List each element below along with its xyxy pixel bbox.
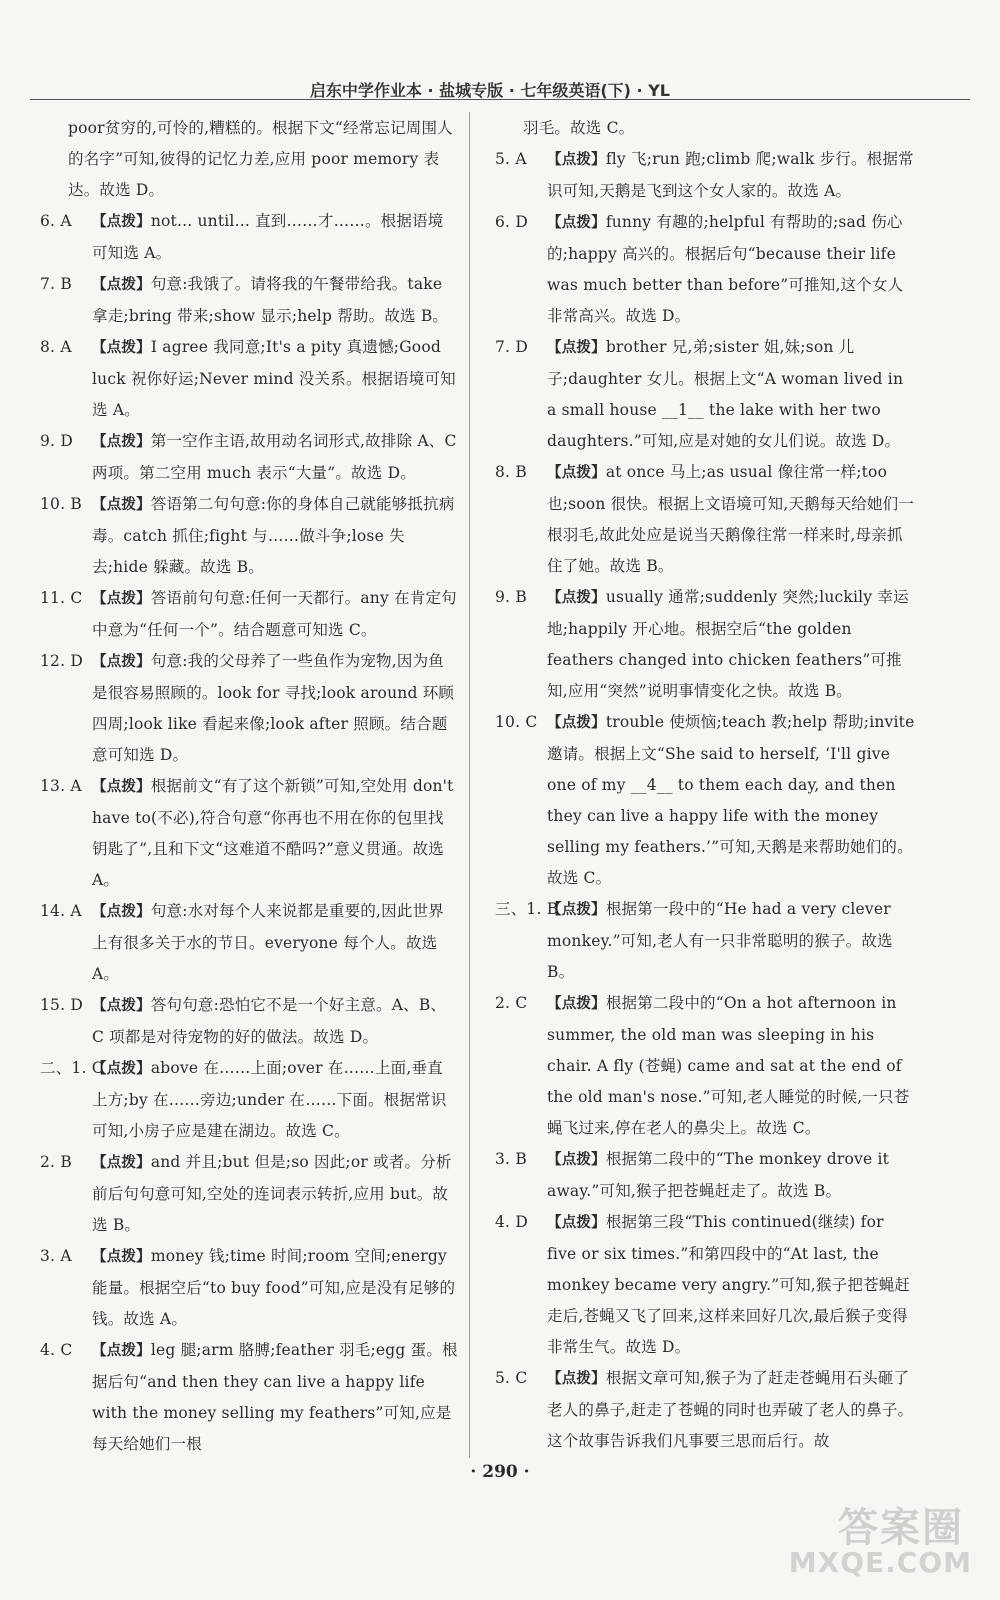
- answer-item: [40, 269, 458, 332]
- answer-number: 3. B: [495, 1150, 527, 1168]
- answer-number: 6. A: [40, 212, 72, 230]
- hint-tag: 【点拨】: [547, 465, 606, 481]
- answer-number: 10. C: [495, 713, 538, 731]
- column-divider: [469, 112, 470, 1458]
- hint-tag: 【点拨】: [92, 340, 151, 356]
- answer-explanation: fly 飞;run 跑;climb 爬;walk 步行。根据常识可知,天鹅是飞到这个女人家的。故选 A。: [547, 150, 914, 200]
- answer-item: [40, 426, 458, 489]
- answer-number: 8. B: [495, 463, 527, 481]
- answer-item: [40, 1147, 458, 1241]
- hint-tag: 【点拨】: [547, 715, 606, 731]
- answer-explanation: money 钱;time 时间;room 空间;energy 能量。根据空后“to buy food”可知,应是没有足够的钱。故选 A。: [92, 1247, 456, 1328]
- answer-number: 4. D: [495, 1213, 528, 1231]
- answer-number: 13. A: [40, 777, 82, 795]
- answer-explanation: 羽毛。故选 C。: [523, 119, 635, 137]
- hint-tag: 【点拨】: [92, 591, 151, 607]
- hint-tag: 【点拨】: [92, 1343, 151, 1359]
- answer-item: [40, 332, 458, 426]
- hint-tag: 【点拨】: [92, 1061, 151, 1077]
- answer-number: 9. B: [495, 588, 527, 606]
- answer-item: [495, 1144, 915, 1207]
- answer-item: [40, 646, 458, 771]
- answer-item: [495, 457, 915, 582]
- answer-item: [495, 988, 915, 1144]
- hint-tag: 【点拨】: [547, 215, 606, 231]
- answer-explanation: not... until... 直到……才……。根据语境可知选 A。: [92, 212, 444, 262]
- answer-explanation: 句意:我饿了。请将我的午餐带给我。take 拿走;bring 带来;show 显示;help 帮助。故选 B。: [92, 275, 449, 325]
- answer-item: [495, 207, 915, 332]
- answer-explanation: 第一空作主语,故用动名词形式,故排除 A、C 两项。第二空用 much 表示“大量”。故选 D。: [92, 432, 457, 482]
- answer-explanation: 答句句意:恐怕它不是一个好主意。A、B、C 项都是对待宠物的好的做法。故选 D。: [92, 996, 447, 1046]
- answer-number: 6. D: [495, 213, 528, 231]
- answer-item: [40, 1241, 458, 1335]
- answer-number: 5. C: [495, 1369, 528, 1387]
- hint-tag: 【点拨】: [92, 1155, 151, 1171]
- answer-item: [495, 894, 915, 988]
- hint-tag: 【点拨】: [547, 340, 606, 356]
- answer-explanation: 根据第二段中的“On a hot afternoon in summer, the old man was sleeping in his chair. A fly (苍蝇) came and sat at the end of the old man's nose.”可知,老人睡觉的时候,一只苍蝇飞过来,停在老人的鼻尖上。故选 C。: [547, 994, 910, 1137]
- answer-explanation: funny 有趣的;helpful 有帮助的;sad 伤心的;happy 高兴的。根据后句“because their life was much better than before”可推知,这个女人非常高兴。故选 D。: [547, 213, 904, 325]
- hint-tag: 【点拨】: [547, 590, 606, 606]
- answer-number: 10. B: [40, 495, 82, 513]
- answer-item: [40, 583, 458, 646]
- answer-explanation: and 并且;but 但是;so 因此;or 或者。分析前后句句意可知,空处的连词表示转折,应用 but。故选 B。: [92, 1153, 452, 1234]
- hint-tag: 【点拨】: [92, 779, 151, 795]
- hint-tag: 【点拨】: [92, 277, 151, 293]
- hint-tag: 【点拨】: [92, 1249, 151, 1265]
- right-column: [495, 113, 915, 1457]
- answer-item: [495, 1207, 915, 1363]
- answer-item: [40, 206, 458, 269]
- answer-item: [40, 489, 458, 583]
- hint-tag: 【点拨】: [92, 497, 151, 513]
- answer-explanation: brother 兄,弟;sister 姐,妹;son 儿子;daughter 女儿。根据上文“A woman lived in a small house __1__ the lake with her two daughters.”可知,应是对她的女儿们说。故选 D。: [547, 338, 904, 450]
- answer-explanation: 句意:我的父母养了一些鱼作为宠物,因为鱼是很容易照顾的。look for 寻找;look around 环顾四周;look like 看起来像;look after 照顾。结合题意可知选 D。: [92, 652, 455, 764]
- answer-number: 12. D: [40, 652, 84, 670]
- hint-tag: 【点拨】: [92, 434, 151, 450]
- answer-number: 二、1. C: [40, 1059, 104, 1077]
- hint-tag: 【点拨】: [547, 902, 606, 918]
- answer-number: 2. C: [495, 994, 528, 1012]
- watermark: [772, 1496, 972, 1586]
- answer-number: 2. B: [40, 1153, 72, 1171]
- hint-tag: 【点拨】: [92, 214, 151, 230]
- answer-explanation: trouble 使烦恼;teach 教;help 帮助;invite 邀请。根据上文“She said to herself, ‘I'll give one of my __4__ to them each day, and then they can live a happy life with the money selling my feathers.’”可知,天鹅是来帮助她们的。故选 C。: [547, 713, 915, 887]
- answer-number: 3. A: [40, 1247, 72, 1265]
- answer-explanation: 句意:水对每个人来说都是重要的,因此世界上有很多关于水的节日。everyone 每个人。故选 A。: [92, 902, 444, 983]
- answer-explanation: at once 马上;as usual 像往常一样;too 也;soon 很快。根据上文语境可知,天鹅每天给她们一根羽毛,故此处应是说当天鹅像往常一样来时,母亲抓住了她。故选 B。: [547, 463, 915, 575]
- answer-item: [40, 1053, 458, 1147]
- answer-explanation: I agree 我同意;It's a pity 真遗憾;Good luck 祝你好运;Never mind 没关系。根据语境可知选 A。: [92, 338, 456, 419]
- answer-explanation: poor贫穷的,可怜的,糟糕的。根据下文“经常忘记周围人的名字”可知,彼得的记忆力差,应用 poor memory 表达。故选 D。: [68, 119, 453, 199]
- answer-item: [495, 707, 915, 894]
- answer-number: 15. D: [40, 996, 84, 1014]
- left-column: [40, 113, 458, 1460]
- answer-number: 8. A: [40, 338, 72, 356]
- answer-explanation: 答语第二句句意:你的身体自己就能够抵抗病毒。catch 抓住;fight 与……做斗争;lose 失去;hide 躲藏。故选 B。: [92, 495, 455, 576]
- answer-explanation: 根据前文“有了这个新锁”可知,空处用 don't have to(不必),符合句意“你再也不用在你的包里找钥匙了”,且和下文“这难道不酷吗?”意义贯通。故选 A。: [92, 777, 454, 889]
- answer-number: 14. A: [40, 902, 82, 920]
- answer-item: [40, 896, 458, 990]
- running-header: [30, 78, 970, 100]
- answer-item: [40, 771, 458, 896]
- hint-tag: 【点拨】: [547, 996, 606, 1012]
- answer-number: 11. C: [40, 589, 83, 607]
- answer-explanation: leg 腿;arm 胳膊;feather 羽毛;egg 蛋。根据后句“and then they can live a happy life with the money selling my feathers”可知,应是每天给她们一根: [92, 1341, 458, 1453]
- answer-item: [495, 332, 915, 457]
- hint-tag: 【点拨】: [92, 998, 151, 1014]
- hint-tag: 【点拨】: [547, 152, 606, 168]
- hint-tag: 【点拨】: [547, 1371, 606, 1387]
- answer-number: 7. D: [495, 338, 528, 356]
- answer-explanation: 答语前句句意:任何一天都行。any 在肯定句中意为“任何一个”。结合题意可知选 C。: [92, 589, 457, 639]
- answer-number: 5. A: [495, 150, 527, 168]
- answer-number: 三、1. B: [495, 900, 559, 918]
- answer-explanation: 根据第二段中的“The monkey drove it away.”可知,猴子把苍蝇赶走了。故选 B。: [547, 1150, 890, 1200]
- answer-explanation: usually 通常;suddenly 突然;luckily 幸运地;happily 开心地。根据空后“the golden feathers changed into chicken feathers”可推知,应用“突然”说明事情变化之快。故选 B。: [547, 588, 909, 700]
- watermark-url: MXQE.COM: [788, 1546, 972, 1579]
- page-number: · 290 ·: [470, 1462, 530, 1482]
- answer-explanation: 根据文章可知,猴子为了赶走苍蝇用石头砸了老人的鼻子,赶走了苍蝇的同时也弄破了老人的鼻子。这个故事告诉我们凡事要三思而后行。故: [547, 1369, 914, 1450]
- answer-item: [40, 1335, 458, 1460]
- answer-item: [495, 144, 915, 207]
- hint-tag: 【点拨】: [92, 904, 151, 920]
- answer-number: 4. C: [40, 1341, 73, 1359]
- answer-item: [495, 1363, 915, 1457]
- answer-item: [40, 990, 458, 1053]
- answer-item: [40, 113, 458, 206]
- hint-tag: 【点拨】: [547, 1215, 606, 1231]
- answer-item: [495, 582, 915, 707]
- watermark-logo: 答案圈: [838, 1505, 964, 1551]
- answer-explanation: 根据第三段“This continued(继续) for five or six times.”和第四段中的“At last, the monkey became very angry.”可知,猴子把苍蝇赶走后,苍蝇又飞了回来,这样来回好几次,最后猴子变得非常生气。故选 D。: [547, 1213, 911, 1356]
- hint-tag: 【点拨】: [547, 1152, 606, 1168]
- answer-item: [495, 113, 915, 144]
- answer-explanation: 根据第一段中的“He had a very clever monkey.”可知,老人有一只非常聪明的猴子。故选 B。: [547, 900, 893, 981]
- answer-number: 7. B: [40, 275, 72, 293]
- header-title: 启东中学作业本 · 盐城专版 · 七年级英语(下) · YL: [309, 81, 670, 100]
- hint-tag: 【点拨】: [92, 654, 151, 670]
- answer-number: 9. D: [40, 432, 73, 450]
- answer-explanation: above 在……上面;over 在……上面,垂直上方;by 在……旁边;under 在……下面。根据常识可知,小房子应是建在湖边。故选 C。: [92, 1059, 447, 1140]
